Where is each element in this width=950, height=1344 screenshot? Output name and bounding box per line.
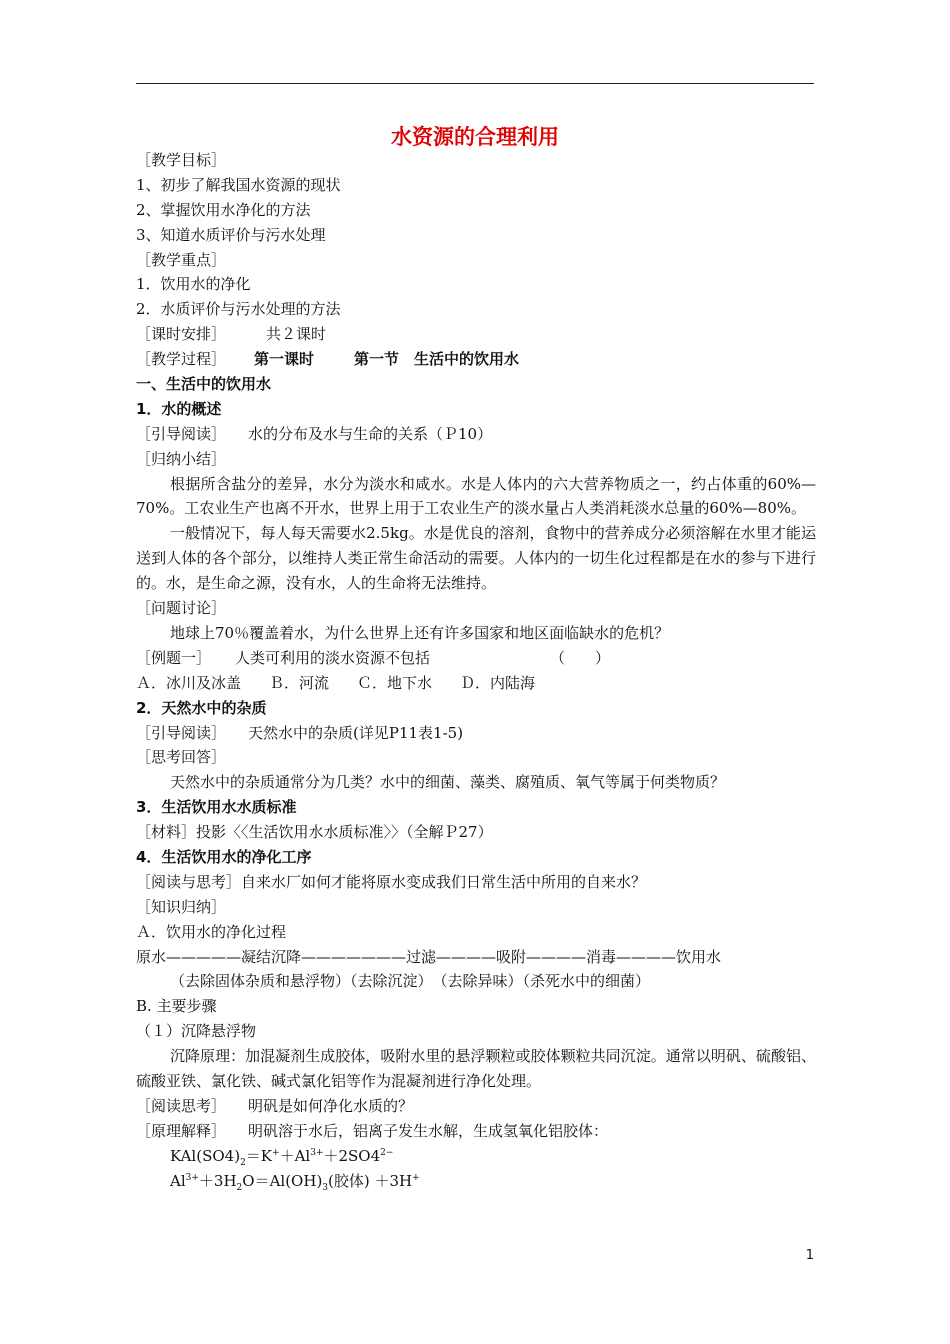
step-heading: （１）沉降悬浮物 — [136, 1022, 257, 1041]
reading-thinking-text: 明矾是如何净化水质的？ — [248, 1096, 414, 1115]
eq1-sup: 3+ — [310, 1147, 324, 1158]
example-question: 人类可利用的淡水资源不包括 — [235, 648, 431, 667]
example-line — [136, 646, 816, 671]
equation-2 — [136, 1169, 816, 1194]
principle-text: 明矾溶于水后，铝离子发生水解，生成氢氧化铝胶体： — [248, 1121, 609, 1140]
subsection-heading: 4．生活饮用水的净化工序 — [136, 848, 312, 867]
eq2-part: Al — [170, 1171, 186, 1190]
document-body — [136, 148, 816, 1194]
option-c: Ｃ．地下水 — [357, 673, 433, 692]
subsection-heading: 3．生活饮用水水质标准 — [136, 798, 297, 817]
think-answer-heading: ［思考回答］ — [136, 748, 227, 767]
read-think-line: ［阅读与思考］自来水厂如何才能将原水变成我们日常生活中所用的自来水？ — [136, 872, 647, 891]
eq2-sup: 3+ — [185, 1172, 199, 1183]
header-rule — [136, 83, 814, 84]
sedimentation-paragraph: 沉降原理：加混凝剂生成胶体，吸附水里的悬浮颗粒或胶体颗粒共同沉淀。通常以明矾、硫酸铝、硫酸亚铁、氯化铁、碱式氯化铝等作为混凝剂进行净化处理。 — [136, 1047, 816, 1091]
eq2-sub: 2 — [236, 1182, 243, 1193]
example-label: ［例题一］ — [136, 648, 212, 667]
knowledge-heading: ［知识归纳］ — [136, 897, 227, 916]
goal-item: 1、初步了解我国水资源的现状 — [136, 175, 341, 194]
guided-reading-line — [136, 721, 816, 746]
reading-thinking-label: ［阅读思考］ — [136, 1096, 227, 1115]
option-b: Ｂ．河流 — [269, 673, 330, 692]
eq1-part: ＝K — [245, 1146, 273, 1165]
eq1-sup: 2− — [380, 1147, 394, 1158]
goal-item: 2、掌握饮用水净化的方法 — [136, 200, 311, 219]
eq2-sub: 3 — [322, 1182, 329, 1193]
guided-reading-label: ［引导阅读］ — [136, 424, 227, 443]
guided-reading-label: ［引导阅读］ — [136, 723, 227, 742]
schedule-line — [136, 322, 816, 347]
equation-1 — [136, 1144, 816, 1169]
page-number: 1 — [805, 1248, 814, 1263]
guided-reading-line — [136, 422, 816, 447]
eq2-part: (胶体) ＋3H — [328, 1171, 413, 1190]
eq2-sup: + — [412, 1172, 420, 1183]
section-heading: 一、生活中的饮用水 — [136, 375, 272, 394]
principle-label: ［原理解释］ — [136, 1121, 227, 1140]
eq2-part: ＋3H — [198, 1171, 237, 1190]
options-line — [136, 671, 816, 696]
summary-heading: ［归纳小结］ — [136, 449, 227, 468]
option-d: Ｄ．内陆海 — [460, 673, 536, 692]
schedule-value: 共２课时 — [266, 325, 327, 344]
purification-flow: 原水—————凝结沉降———————过滤————吸附————消毒————饮用水 — [136, 947, 722, 966]
eq1-sup: + — [272, 1147, 280, 1158]
eq1-part: ＋Al — [279, 1146, 311, 1165]
summary-paragraph: 根据所含盐分的差异，水分为淡水和咸水。水是人体内的六大营养物质之一，约占体重的60%—70%。工农业生产也离不开水，世界上用于工农业生产的淡水量占人类消耗淡水总量的60%—80%。 — [136, 474, 816, 518]
principle-line — [136, 1119, 816, 1144]
eq1-part: ＋2SO4 — [323, 1146, 381, 1165]
main-steps-heading: B. 主要步骤 — [136, 997, 217, 1016]
eq1-sub: 2 — [240, 1157, 246, 1168]
subsection-heading: 1．水的概述 — [136, 399, 222, 418]
answer-blank: （ ） — [550, 648, 611, 667]
eq1-part: KAl(SO4) — [170, 1146, 241, 1165]
key-point-item: 2．水质评价与污水处理的方法 — [136, 300, 341, 319]
eq2-part: O＝Al(OH) — [242, 1171, 323, 1190]
discussion-heading: ［问题讨论］ — [136, 599, 227, 618]
purification-flow-notes: （去除固体杂质和悬浮物）（去除沉淀） （去除异味）（杀死水中的细菌） — [170, 972, 651, 991]
key-point-item: 1．饮用水的净化 — [136, 275, 251, 294]
guided-reading-text: 天然水中的杂质(详见P11表1-5) — [248, 723, 464, 742]
guided-reading-text: 水的分布及水与生命的关系（Ｐ10） — [248, 424, 493, 443]
heading-key-points: ［教学重点］ — [136, 250, 227, 269]
think-answer-question: 天然水中的杂质通常分为几类？水中的细菌、藻类、腐殖质、氧气等属于何类物质？ — [170, 773, 726, 792]
discussion-question: 地球上70％覆盖着水，为什么世界上还有许多国家和地区面临缺水的危机？ — [170, 624, 670, 642]
reading-thinking-line — [136, 1094, 816, 1119]
material-line: ［材料］投影〈〈生活饮用水水质标准〉〉（全解Ｐ27） — [136, 823, 493, 842]
subsection-heading: 2．天然水中的杂质 — [136, 698, 267, 717]
goal-item: 3、知道水质评价与污水处理 — [136, 225, 326, 244]
summary-paragraph: 一般情况下，每人每天需要水2.5kg。水是优良的溶剂，食物中的营养成分必须溶解在水里才能运送到人体的各个部分，以维持人类正常生命活动的需要。人体内的一切生化过程都是在水的参与下进行的。水，是生命之源，没有水，人的生命将无法维持。 — [136, 524, 816, 593]
schedule-label: ［课时安排］ — [136, 325, 227, 344]
purification-process-heading: Ａ．饮用水的净化过程 — [136, 922, 287, 941]
lesson-label: 第一课时 — [254, 350, 315, 369]
process-label: ［教学过程］ — [136, 350, 227, 369]
option-a: Ａ．冰川及冰盖 — [136, 673, 242, 692]
section-label: 第一节 生活中的饮用水 — [354, 350, 520, 369]
document-title: 水资源的合理利用 — [391, 125, 559, 149]
process-line — [136, 347, 816, 372]
heading-teaching-goals: ［教学目标］ — [136, 151, 227, 169]
